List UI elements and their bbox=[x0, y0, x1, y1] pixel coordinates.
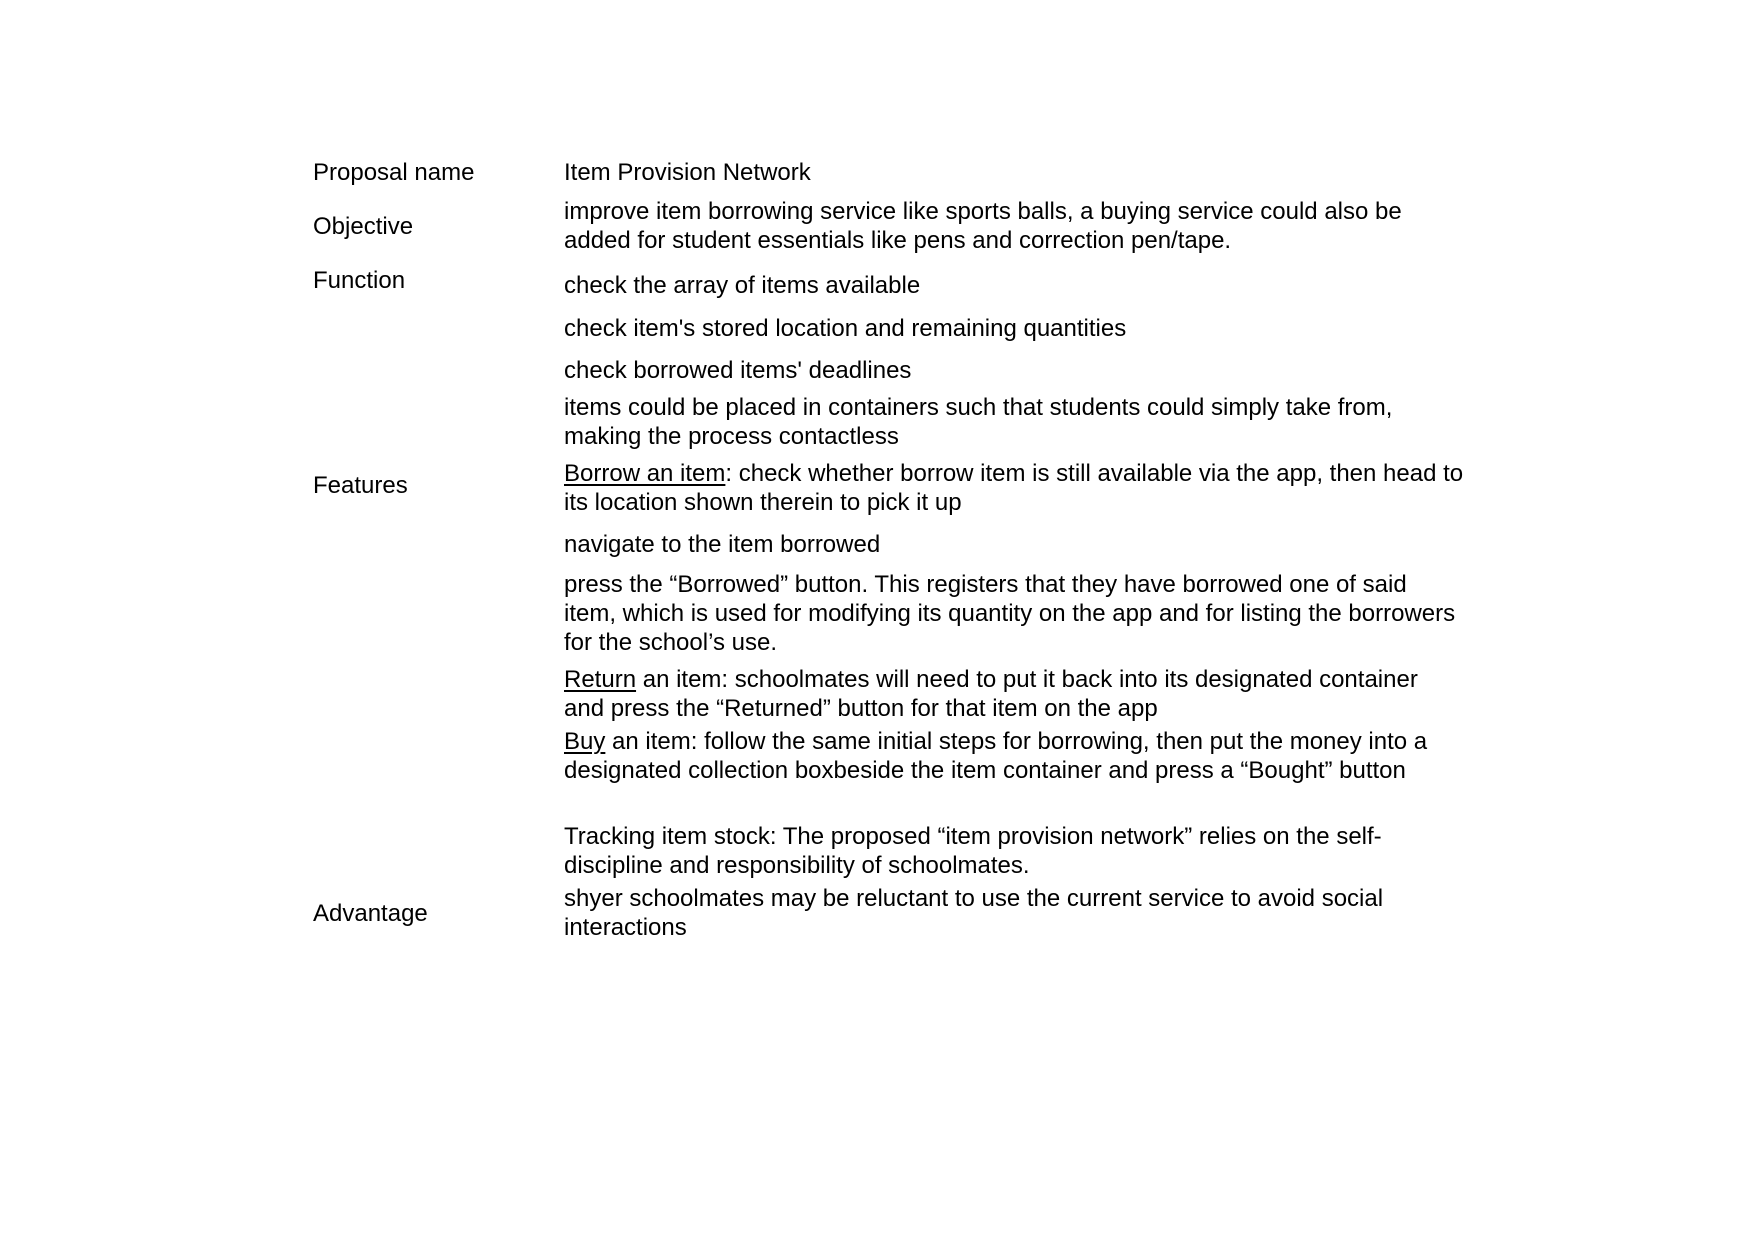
label-features: Features bbox=[313, 472, 408, 499]
feature-tracking: Tracking item stock: The proposed “item provision network” relies on the self-discipline and responsibility of schoolmates. bbox=[564, 823, 1382, 879]
label-advantage: Advantage bbox=[313, 900, 428, 927]
feature-navigate: navigate to the item borrowed bbox=[564, 531, 881, 558]
borrow-link: Borrow an item bbox=[564, 460, 726, 487]
label-proposal-name: Proposal name bbox=[313, 159, 475, 186]
value-objective: improve item borrowing service like sports balls, a buying service could also be added for student essentials like pens and correction pen/tape. bbox=[564, 198, 1402, 254]
function-item: check item's stored location and remaining quantities bbox=[564, 315, 1127, 342]
function-item: check borrowed items' deadlines bbox=[564, 357, 912, 384]
feature-borrow: Borrow an item: check whether borrow item is still available via the app, then head to its location shown therein to pick it up bbox=[564, 460, 1464, 516]
feature-buy: Buy an item: follow the same initial steps for borrowing, then put the money into a designated collection boxbeside the item container and press a “Bought” button bbox=[564, 728, 1428, 784]
value-proposal-name: Item Provision Network bbox=[564, 159, 811, 186]
label-objective: Objective bbox=[313, 213, 414, 240]
feature-press-borrowed: press the “Borrowed” button. This registers that they have borrowed one of said item, which is used for modifying its quantity on the app and for listing the borrowers for the school’s use. bbox=[564, 571, 1456, 656]
label-function: Function bbox=[313, 267, 406, 294]
buy-link: Buy bbox=[564, 728, 606, 755]
feature-return: Return an item: schoolmates will need to put it back into its designated container and press the “Returned” button for that item on the app bbox=[564, 666, 1418, 722]
function-item: check the array of items available bbox=[564, 272, 921, 299]
function-item: items could be placed in containers such that students could simply take from, making the process contactless bbox=[564, 394, 1393, 450]
value-advantage: shyer schoolmates may be reluctant to use the current service to avoid social interactions bbox=[564, 885, 1384, 941]
return-link: Return bbox=[564, 666, 637, 693]
